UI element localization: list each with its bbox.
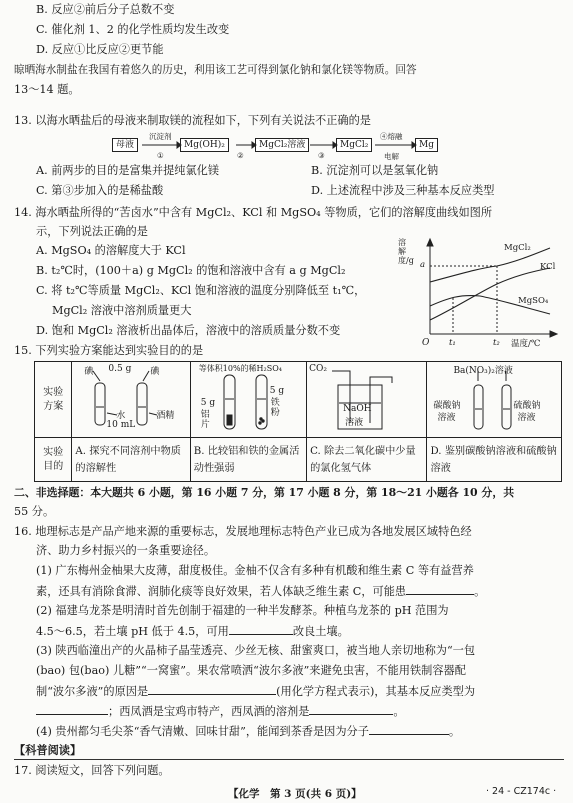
footer-code: · 24 - CZ174c ·: [486, 786, 557, 797]
graph-mgso4-label: MgSO₄: [518, 296, 549, 306]
goal-b: B. 比较铝和铁的金属活动性强弱: [190, 438, 306, 482]
q16-part2-post: 改良土壤。: [292, 625, 349, 638]
answer-blank-3[interactable]: [148, 683, 276, 695]
fig-a-water: 水: [116, 411, 126, 421]
q14-stem2: 示，下列说法正确的是: [36, 225, 148, 238]
row-head-scheme-text: 实验方案: [43, 386, 64, 412]
fig-d-reagent: Ba(NO₃)₂溶液: [453, 366, 513, 376]
intro-line2: 13～14 题。: [14, 83, 80, 96]
q13-option-a: A. 前两步的目的是富集并提纯氯化镁: [36, 164, 220, 177]
fig-b-iron: 铁粉: [270, 398, 280, 418]
fig-d-solution2: 溶液: [517, 413, 536, 423]
q15-stem: 15. 下列实验方案能达到实验目的的是: [14, 344, 204, 357]
option-d: D. 反应①比反应②更节能: [36, 43, 164, 56]
flow-step4-label2: 电解: [384, 152, 399, 161]
q16-part4-period: 。: [448, 725, 461, 738]
q16-part1-period: 。: [474, 585, 486, 598]
q16-part3-post: (用化学方程式表示)，其基本反应类型为: [276, 685, 476, 698]
fig-b: [190, 362, 306, 438]
fig-a-mass: 0.5 g: [108, 364, 132, 374]
q16-part3-line2: (bao) 包(bao) 儿糖”“一窝蜜”。果农常喷洒“波尔多液”来避免虫害，不能用铁制容器配: [36, 664, 466, 677]
flow-box-mother-liquor: 母液: [112, 138, 138, 152]
science-reading-header: 【科普阅读】: [14, 743, 82, 757]
intro-line1: 晾晒海水制盐在我国有着悠久的历史，利用该工艺可得到氯化钠和氯化镁等物质。回答: [14, 64, 417, 76]
q16-stem1: 16. 地理标志是产品产地来源的重要标志，发展地理标志特色产业已成为各地发展区域特色经: [14, 525, 472, 538]
answer-blank-2[interactable]: [229, 623, 293, 635]
fig-a-iodine2: 碘: [150, 367, 160, 377]
solubility-graph-svg: [400, 236, 565, 348]
q16-stem2: 济、助力乡村振兴的一条重要途径。: [36, 544, 216, 557]
fig-d: [427, 362, 562, 438]
flow-step1-num: ①: [157, 151, 164, 160]
q14-option-b: B. t₂℃时，(100＋a) g MgCl₂ 的饱和溶液中含有 a g MgCl₂: [36, 264, 346, 277]
row-head-purpose-text: 实验目的: [43, 446, 64, 472]
q16-part2-pre: 4.5～6.5，若土壤 pH 低于 4.5，可用: [36, 625, 229, 638]
q16-part1-line1: (1) 广东梅州金柚果大皮薄，甜度极佳。金柚不仅含有多种有机酸和维生素 C 等有益营养: [36, 564, 474, 577]
fig-d-na2co3: 碳酸钠: [433, 401, 461, 411]
answer-blank-5[interactable]: [309, 703, 393, 715]
graph-ylabel: 溶解度/g: [398, 238, 414, 265]
q16-part3-line1: (3) 陕西临潼出产的火晶柿子晶莹透亮、少丝无核、甜蜜爽口，被当地人亲切地称为“一包: [36, 644, 476, 657]
flow-box-mgoh2: Mg(OH)₂: [180, 138, 229, 152]
q14-option-c2: MgCl₂ 溶液中溶剂质量更大: [52, 304, 192, 317]
flow-step4-label: ④熔融: [380, 132, 403, 141]
graph-a-label: a: [420, 260, 426, 270]
row-head-scheme: [35, 362, 72, 438]
row-head-purpose: [35, 438, 72, 482]
q14-option-a: A. MgSO₄ 的溶解度大于 KCl: [36, 244, 186, 257]
option-b: B. 反应②前后分子总数不变: [36, 3, 175, 16]
fig-c-solution: 溶液: [345, 418, 364, 428]
q15-table: [34, 361, 562, 482]
q14-stem1: 14. 海水晒盐所得的“苦卤水”中含有 MgCl₂、KCl 和 MgSO₄ 等物质，它们的溶解度曲线如图所: [14, 206, 493, 219]
goal-d: D. 鉴别碳酸钠溶液和硫酸钠溶液: [427, 438, 562, 482]
q16-part1-text: 素，还具有消除食滞、润肺化痰等良好效果，若人体缺乏维生素 C，可能患: [36, 585, 407, 598]
q16-part4: [36, 723, 460, 739]
fig-c: [307, 362, 427, 438]
fig-d-solution1: 溶液: [437, 413, 456, 423]
q14-option-c1: C. 将 t₂℃等质量 MgCl₂、KCl 饱和溶液的温度分别降低至 t₁℃，: [36, 284, 366, 297]
answer-blank-4[interactable]: [36, 703, 108, 715]
flow-arrows: [0, 0, 573, 180]
fig-a-alcohol: 酒精: [156, 411, 175, 421]
fig-b-acid: 等体积10%的稀H₂SO₄: [198, 364, 282, 373]
flow-box-mg: Mg: [415, 138, 438, 152]
option-c: C. 催化剂 1、2 的化学性质均发生改变: [36, 23, 230, 36]
graph-kcl-label: KCl: [540, 262, 556, 272]
q16-part3-pre: 制“波尔多液”的原因是: [36, 685, 149, 698]
q16-part4-pre: (4) 贵州都匀毛尖茶“香气清嫩、回味甘甜”，能闻到茶香是因为分子: [36, 725, 369, 738]
q16-part2-line2: [36, 623, 349, 639]
fig-b-5g-2: 5 g: [269, 386, 285, 396]
graph-t1: t₁: [449, 338, 456, 348]
q16-part3-line3: [36, 683, 475, 699]
flow-step3-num: ③: [318, 151, 325, 160]
part2-line2: 55 分。: [14, 505, 55, 518]
q16-part1-line2: [36, 583, 485, 599]
q14-option-d: D. 饱和 MgCl₂ 溶液析出晶体后，溶液中的溶质质量分数不变: [36, 324, 341, 337]
graph-t2: t₂: [493, 338, 500, 348]
q13-stem: 13. 以海水晒盐后的母液来制取镁的流程如下，下列有关说法不正确的是: [14, 114, 371, 127]
graph-mgcl2-label: MgCl₂: [504, 243, 531, 253]
graph-xlabel: 温度/℃: [511, 339, 541, 349]
goal-c: C. 除去二氧化碳中少量的氯化氢气体: [307, 438, 427, 482]
q13-option-d: D. 上述流程中涉及三种基本反应类型: [311, 184, 495, 197]
fig-b-5g-1: 5 g: [200, 398, 216, 408]
footer-page: 【化学 第 3 页(共 6 页)】: [228, 788, 362, 800]
flow-step2-num: ②: [237, 151, 244, 160]
fig-c-naoh: NaOH: [343, 404, 372, 414]
q16-part2-line1: (2) 福建乌龙茶是明清时首先创制于福建的一种半发酵茶。种植乌龙茶的 pH 范围为: [36, 604, 449, 617]
q17-stem: 17. 阅读短文，回答下列问题。: [14, 764, 170, 777]
flow-box-mgcl2: MgCl₂: [336, 138, 372, 152]
q16-part3-line4: [36, 703, 405, 719]
q16-part3-period: 。: [393, 705, 405, 718]
goal-a: A. 探究不同溶剂中物质的溶解性: [72, 438, 190, 482]
q16-part3-line4-text: ；西凤酒是宝鸡市特产，西凤酒的溶剂是: [108, 705, 310, 718]
fig-d-na2so4: 硫酸钠: [513, 401, 541, 411]
fig-c-co2: CO₂: [309, 364, 327, 374]
flow-step1-label: 沉淀剂: [149, 132, 172, 141]
answer-blank-1[interactable]: [406, 583, 474, 595]
flow-box-mgcl2-solution: MgCl₂溶液: [255, 138, 309, 152]
section-divider: [14, 759, 564, 760]
answer-blank-6[interactable]: [369, 723, 449, 735]
part2-line1: 二、非选择题：本大题共 6 小题，第 16 小题 7 分，第 17 小题 8 分，第 18～21 小题各 10 分，共: [14, 486, 515, 499]
q13-option-c: C. 第③步加入的是稀盐酸: [36, 184, 164, 197]
q13-option-b: B. 沉淀剂可以是氢氧化钠: [311, 164, 439, 177]
fig-a: [72, 362, 190, 438]
fig-b-aluminum: 铝片: [200, 410, 210, 430]
fig-a-volume: 10 mL: [106, 420, 136, 430]
graph-origin: O: [422, 338, 430, 348]
fig-a-iodine1: 碘: [84, 367, 94, 377]
